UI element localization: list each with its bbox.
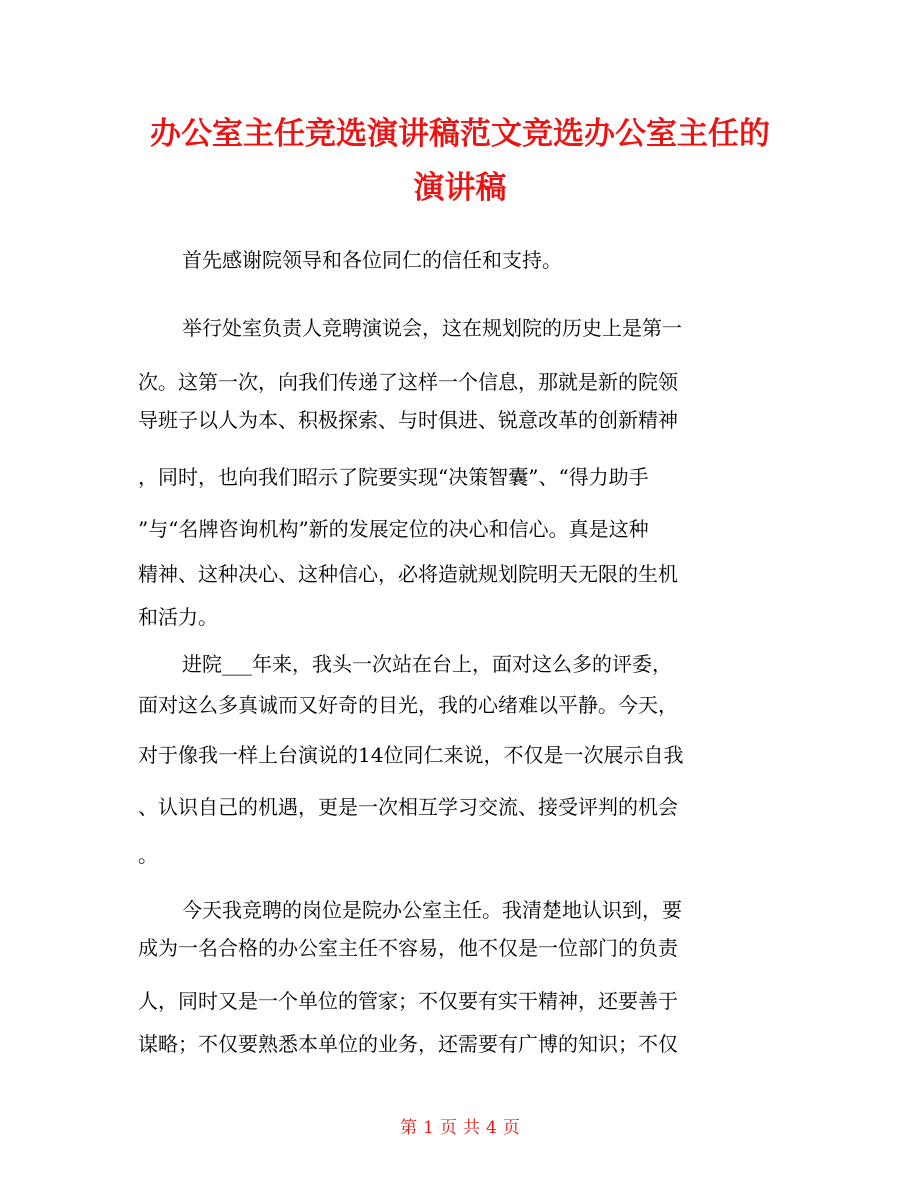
body-line: 导班子以人为本、积极探索、与时俱进、锐意改革的创新精神 <box>138 408 678 432</box>
document-title-line-1: 办公室主任竞选演讲稿范文竞选办公室主任的 <box>150 116 770 152</box>
body-line: ，同时，也向我们昭示了院要实现“决策智囊”、“得力助手 <box>138 465 649 489</box>
footer-total-prefix: 共 <box>463 1118 480 1138</box>
footer-total-unit: 页 <box>502 1118 520 1138</box>
body-line: 进院___年来，我头一次站在台上，面对这么多的评委， <box>182 652 672 676</box>
body-line: 次。这第一次，向我们传递了这样一个信息，那就是新的院领 <box>138 370 678 394</box>
body-line: 首先感谢院领导和各位同仁的信任和支持。 <box>182 248 562 272</box>
body-line: 对于像我一样上台演说的14位同仁来说，不仅是一次展示自我 <box>138 743 684 767</box>
footer-page-unit: 页 <box>440 1118 457 1138</box>
body-line: 、认识自己的机遇，更是一次相互学习交流、接受评判的机会 <box>138 795 678 819</box>
page-footer <box>0 1113 920 1138</box>
body-line: 和活力。 <box>138 605 218 629</box>
body-line: 精神、这种决心、这种信心，必将造就规划院明天无限的生机 <box>138 562 678 586</box>
footer-page-number: 1 <box>423 1118 434 1138</box>
body-line: 举行处室负责人竞聘演说会，这在规划院的历史上是第一 <box>182 316 682 340</box>
footer-total-pages: 4 <box>486 1118 497 1138</box>
document-title-line-2: 演讲稿 <box>413 170 507 206</box>
body-line: 面对这么多真诚而又好奇的目光，我的心绪难以平静。今天， <box>138 693 678 717</box>
body-line: 。 <box>138 843 158 867</box>
footer-page-prefix: 第 <box>400 1118 418 1138</box>
body-line: 今天我竞聘的岗位是院办公室主任。我清楚地认识到，要 <box>182 898 682 922</box>
body-line: 人，同时又是一个单位的管家；不仅要有实干精神，还要善于 <box>138 989 678 1013</box>
body-line: ”与“名牌咨询机构”新的发展定位的决心和信心。真是这种 <box>138 517 649 541</box>
body-line: 谋略；不仅要熟悉本单位的业务，还需要有广博的知识；不仅 <box>138 1032 678 1056</box>
body-line: 成为一名合格的办公室主任不容易，他不仅是一位部门的负责 <box>138 936 678 960</box>
